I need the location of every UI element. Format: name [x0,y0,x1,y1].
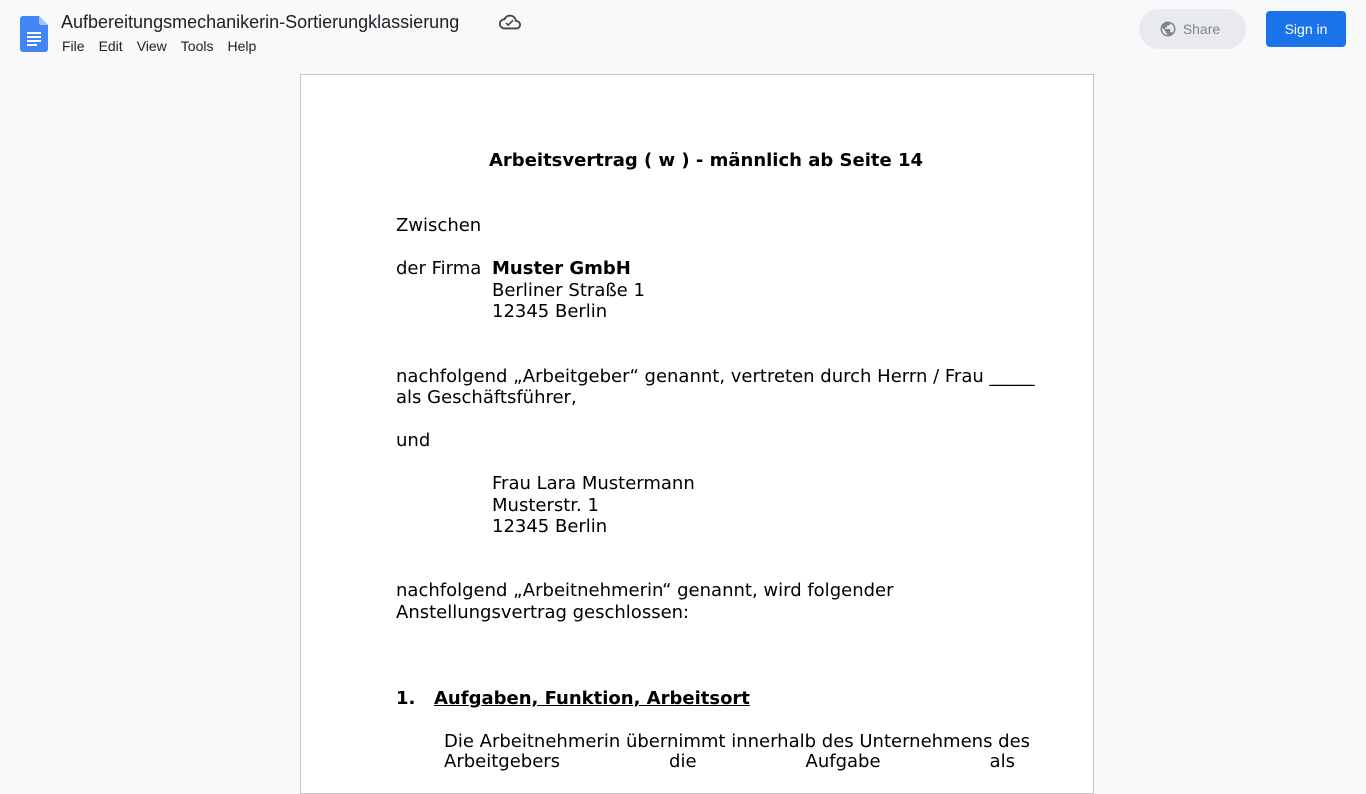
sign-in-button[interactable]: Sign in [1266,11,1346,47]
docs-logo-icon[interactable] [20,16,48,52]
menu-help[interactable]: Help [227,38,257,54]
word: Arbeitgebers [444,751,561,772]
zwischen-text: Zwischen [396,215,482,236]
menu-bar [55,36,263,56]
employee-text-line1: nachfolgend „Arbeitnehmerin“ genannt, wird folgender [396,580,894,601]
share-label: Share [1182,21,1221,37]
employer-text-line2: als Geschäftsführer, [396,387,577,408]
company-street: Berliner Straße 1 [492,280,645,301]
menu-edit[interactable]: Edit [98,38,123,54]
cloud-saved-icon[interactable] [499,11,521,33]
word: die [669,751,697,772]
word: Aufgabe [805,751,881,772]
menu-view[interactable]: View [136,38,167,54]
employee-city: 12345 Berlin [492,516,608,537]
document-title[interactable]: Aufbereitungsmechanikerin-Sortierungklassierung [61,12,460,32]
section-text-line1: Die Arbeitnehmerin übernimmt innerhalb des Unternehmens des [444,731,1031,752]
company-city: 12345 Berlin [492,301,608,322]
globe-icon [1159,20,1177,38]
section-number: 1. [396,688,416,709]
menu-tools[interactable]: Tools [180,38,214,54]
section-text-line2 [444,751,1015,773]
und-text: und [396,430,431,451]
word: als [989,751,1015,772]
employee-name: Frau Lara Mustermann [492,473,695,494]
section-title: Aufgaben, Funktion, Arbeitsort [434,688,750,709]
employee-street: Musterstr. 1 [492,495,599,516]
employer-text-line1: nachfolgend „Arbeitgeber“ genannt, vertreten durch Herrn / Frau _____ [396,366,1035,387]
document-heading: Arbeitsvertrag ( w ) - männlich ab Seite 14 [489,150,923,171]
employee-text-line2: Anstellungsvertrag geschlossen: [396,602,690,623]
firma-label: der Firma [396,258,482,279]
top-bar [0,0,1366,64]
menu-file[interactable]: File [62,38,85,54]
share-button[interactable] [1139,9,1246,49]
company-name: Muster GmbH [492,258,631,279]
document-page[interactable] [300,74,1094,794]
